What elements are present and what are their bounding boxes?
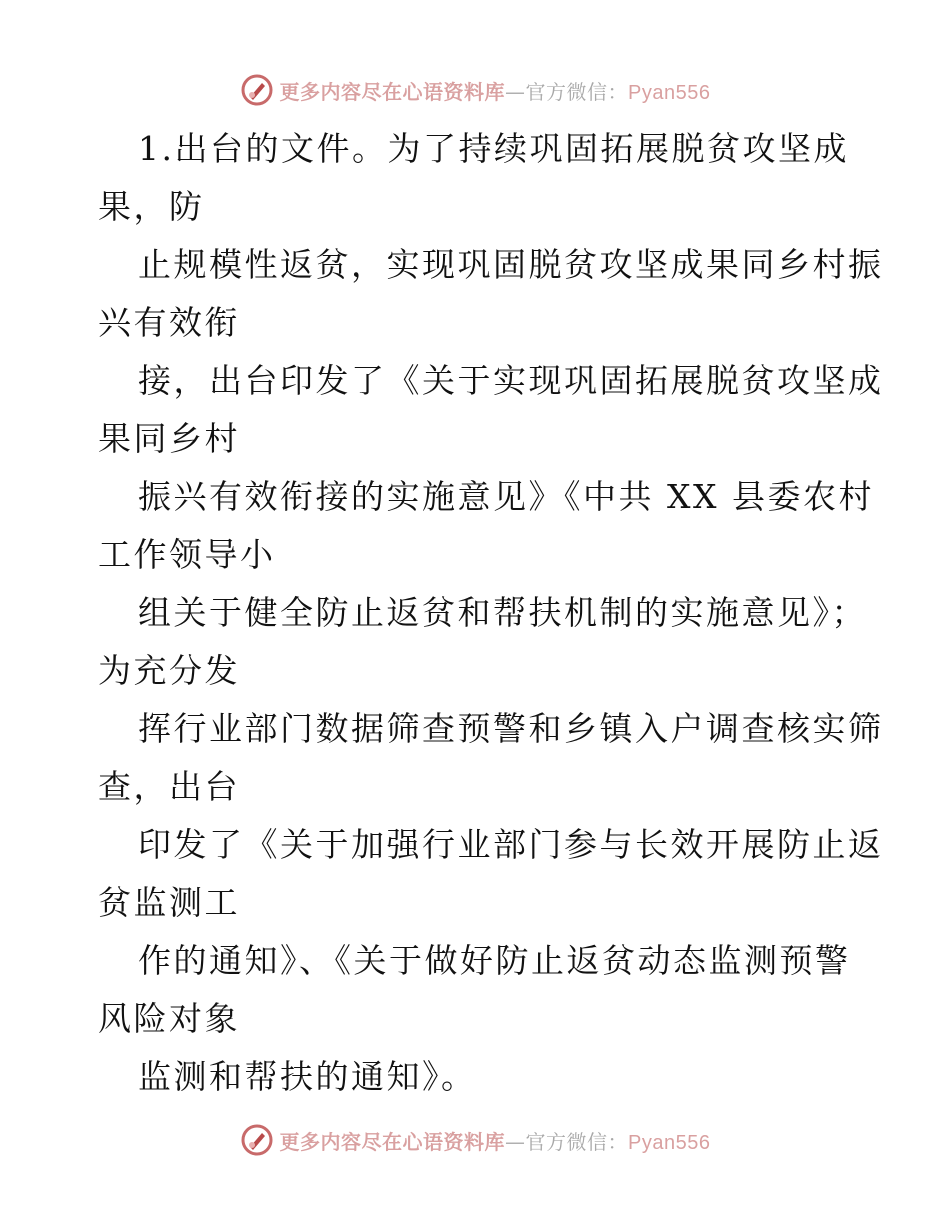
body-line: 作的通知》、《关于做好防止返贫动态监测预警 <box>138 941 851 980</box>
watermark-sub: 官方微信： <box>525 1129 629 1154</box>
body-line: 接，出台印发了《关于实现巩固拓展脱贫攻坚成 <box>138 361 884 400</box>
body-line: 振兴有效衔接的实施意见》《中共 XX 县委农村 <box>138 477 874 516</box>
watermark-main: 更多内容尽在心语资料库 <box>279 1129 506 1154</box>
logo-icon <box>240 73 274 107</box>
watermark-id: Pyan556 <box>628 1131 711 1154</box>
footer-watermark <box>0 1118 950 1162</box>
body-line: 监测和帮扶的通知》。 <box>138 1057 477 1096</box>
watermark-separator: — <box>505 1129 526 1154</box>
watermark-separator: — <box>505 79 526 104</box>
logo-icon <box>240 1123 274 1157</box>
body-line: 组关于健全防止返贫和帮扶机制的实施意见》； <box>138 593 867 632</box>
body-line: 果同乡村 <box>98 419 240 458</box>
body-line: 挥行业部门数据筛查预警和乡镇入户调查核实筛 <box>138 709 884 748</box>
watermark-main: 更多内容尽在心语资料库 <box>279 79 506 104</box>
watermark-id: Pyan556 <box>628 81 711 104</box>
body-line: 果，防 <box>98 187 205 226</box>
body-line: 查，出台 <box>98 767 240 806</box>
body-line: 1.出台的文件。为了持续巩固拓展脱贫攻坚成 <box>138 129 849 168</box>
header-watermark <box>0 68 950 112</box>
body-line: 工作领导小 <box>98 535 276 574</box>
watermark-label <box>280 76 711 105</box>
body-line: 止规模性返贫，实现巩固脱贫攻坚成果同乡村振 <box>138 245 884 284</box>
watermark-label <box>280 1126 711 1155</box>
watermark-sub: 官方微信： <box>525 79 629 104</box>
document-body <box>98 120 884 1106</box>
body-line: 为充分发 <box>98 651 240 690</box>
body-line: 兴有效衔 <box>98 303 240 342</box>
body-line: 风险对象 <box>98 999 240 1038</box>
body-line: 印发了《关于加强行业部门参与长效开展防止返 <box>138 825 884 864</box>
body-line: 贫监测工 <box>98 883 240 922</box>
